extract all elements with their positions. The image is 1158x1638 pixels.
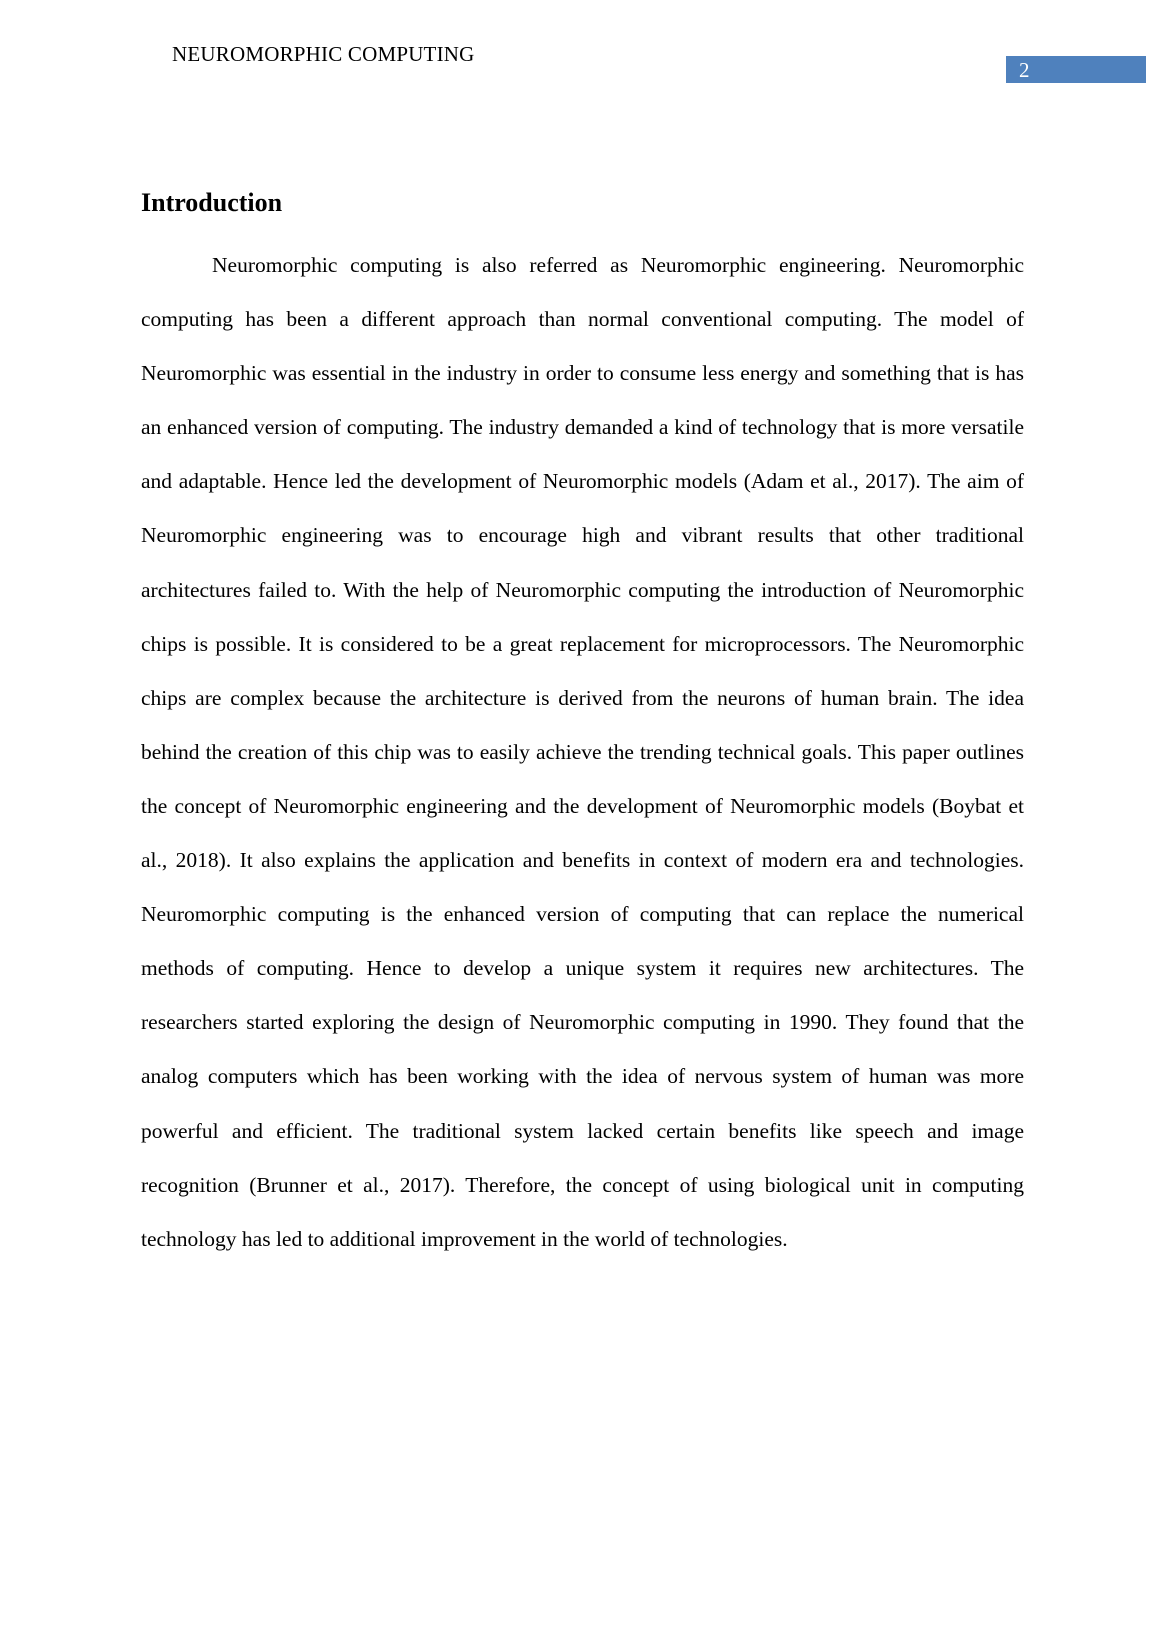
running-head: NEUROMORPHIC COMPUTING (172, 42, 475, 66)
body-paragraph: Neuromorphic computing is also referred as Neuromorphic engineering. Neuromorphic computing has been a different approach than normal conventional computing. The model of Neuromorphic was essential in the industry in order to consume less energy and something that is has an enhanced version of computing. The industry demanded a kind of technology that is more versatile and adaptable. Hence led the development of Neuromorphic models (Adam et al., 2017). The aim of Neuromorphic engineering was to encourage high and vibrant results that other traditional architectures failed to. With the help of Neuromorphic computing the introduction of Neuromorphic chips is possible. It is considered to be a great replacement for microprocessors. The Neuromorphic chips are complex because the architecture is derived from the neurons of human brain. The idea behind the creation of this chip was to easily achieve the trending technical goals. This paper outlines the concept of Neuromorphic engineering and the development of Neuromorphic models (Boybat et al., 2018). It also explains the application and benefits in context of modern era and technologies. Neuromorphic computing is the enhanced version of computing that can replace the numerical methods of computing. Hence to develop a unique system it requires new architectures. The researchers started exploring the design of Neuromorphic computing in 1990. They found that the analog computers which has been working with the idea of nervous system of human was more powerful and efficient. The traditional system lacked certain benefits like speech and image recognition (Brunner et al., 2017). Therefore, the concept of using biological unit in computing technology has led to additional improvement in the world of technologies. (141, 253, 1024, 1251)
page-number-badge: 2 (1006, 56, 1146, 83)
section-heading: Introduction (141, 188, 283, 217)
